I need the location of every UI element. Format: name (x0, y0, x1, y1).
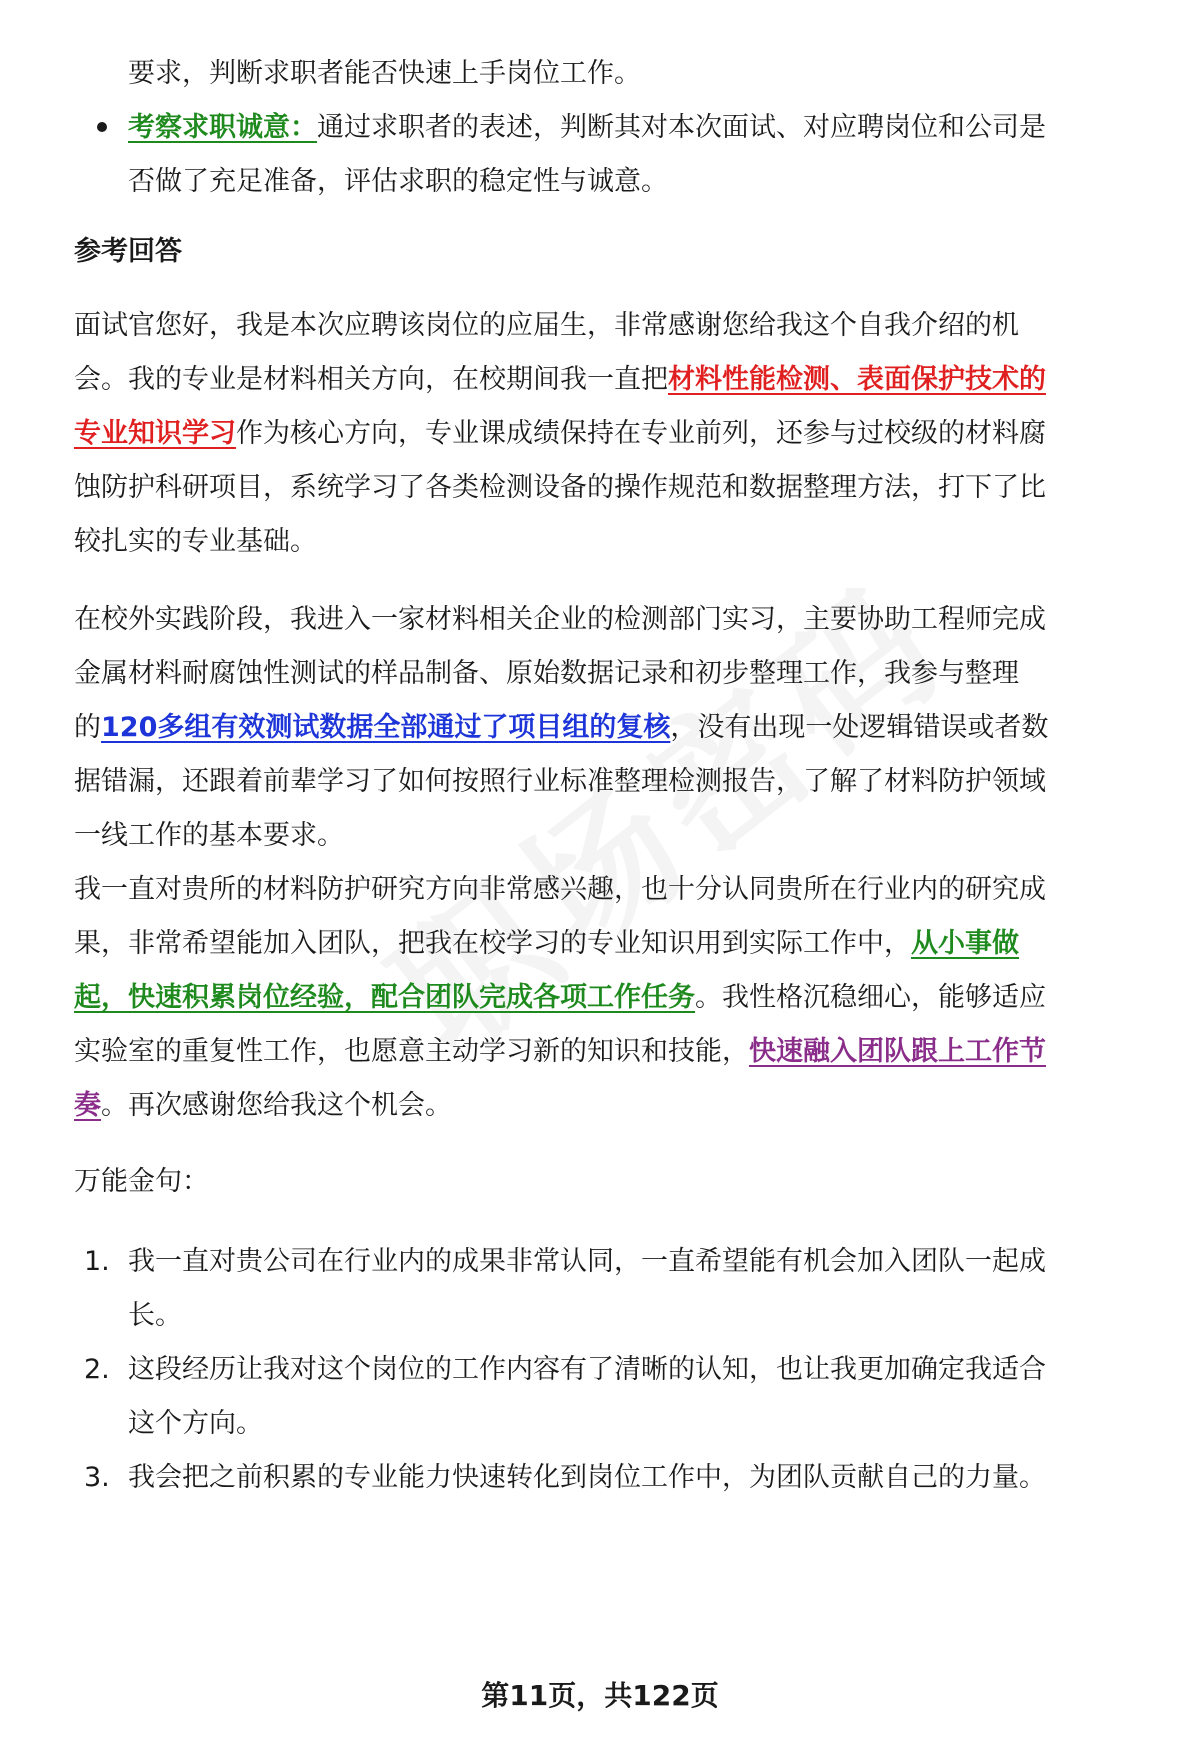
para3-text: 。我性格沉稳细心，能够适应 (695, 982, 1046, 1013)
para3-text: 。再次感谢您给我这个机会。 (101, 1090, 452, 1121)
highlight-red: 专业知识学习 (74, 418, 236, 449)
para1-text: 作为核心方向，专业课成绩保持在专业前列，还参与过校级的材料腐 (236, 418, 1046, 449)
para1-line-2 (74, 350, 1154, 410)
highlight-blue: 120多组有效测试数据全部通过了项目组的复核 (101, 712, 671, 743)
para1-line-1: 面试官您好，我是本次应聘该岗位的应届生，非常感谢您给我这个自我介绍的机 (74, 310, 1019, 341)
list-item-2-line-2: 这个方向。 (128, 1408, 263, 1439)
answer-heading: 参考回答 (74, 236, 182, 267)
para2-line-5: 一线工作的基本要求。 (74, 820, 344, 851)
para2-text: 的 (74, 712, 101, 743)
bullet-line-2: 否做了充足准备，评估求职的稳定性与诚意。 (128, 166, 668, 197)
list-number: 1. (84, 1246, 110, 1277)
para3-line-5 (74, 1076, 1154, 1136)
list-item-2-line-1: 这段经历让我对这个岗位的工作内容有了清晰的认知，也让我更加确定我适合 (128, 1354, 1046, 1385)
para1-line-3 (74, 404, 1154, 464)
bullet-dot (97, 122, 107, 132)
para2-text: ，没有出现一处逻辑错误或者数 (670, 712, 1049, 743)
golden-heading: 万能金句： (74, 1166, 209, 1197)
para3-line-4 (74, 1022, 1154, 1082)
bullet-label: 考察求职诚意： (128, 112, 317, 143)
para1-line-5: 较扎实的专业基础。 (74, 526, 317, 557)
para3-line-1: 我一直对贵所的材料防护研究方向非常感兴趣，也十分认同贵所在行业内的研究成 (74, 874, 1046, 905)
list-item-3-line-1: 我会把之前积累的专业能力快速转化到岗位工作中，为团队贡献自己的力量。 (128, 1462, 1046, 1493)
highlight-green: 从小事做 (911, 928, 1019, 959)
list-item-1-line-2: 长。 (128, 1300, 182, 1331)
highlight-red: 材料性能检测、表面保护技术的 (668, 364, 1046, 395)
para3-line-3 (74, 968, 1154, 1028)
para2-line-1: 在校外实践阶段，我进入一家材料相关企业的检测部门实习，主要协助工程师完成 (74, 604, 1046, 635)
list-item-1-line-1: 我一直对贵公司在行业内的成果非常认同，一直希望能有机会加入团队一起成 (128, 1246, 1046, 1277)
intro-line: 要求，判断求职者能否快速上手岗位工作。 (128, 58, 641, 89)
para2-line-2: 金属材料耐腐蚀性测试的样品制备、原始数据记录和初步整理工作，我参与整理 (74, 658, 1019, 689)
para2-line-4: 据错漏，还跟着前辈学习了如何按照行业标准整理检测报告，了解了材料防护领域 (74, 766, 1046, 797)
highlight-purple: 奏 (74, 1090, 101, 1121)
para3-text: 果，非常希望能加入团队，把我在校学习的专业知识用到实际工作中， (74, 928, 911, 959)
para3-line-2 (74, 914, 1154, 974)
highlight-purple: 快速融入团队跟上工作节 (749, 1036, 1046, 1067)
list-number: 3. (84, 1462, 110, 1493)
list-number: 2. (84, 1354, 110, 1385)
para3-text: 实验室的重复性工作，也愿意主动学习新的知识和技能， (74, 1036, 749, 1067)
page-footer: 第11页，共122页 (481, 1679, 719, 1712)
para2-line-3 (74, 698, 1154, 758)
highlight-green: 起，快速积累岗位经验，配合团队完成各项工作任务 (74, 982, 695, 1013)
bullet-line-1 (128, 98, 1156, 158)
para1-text: 会。我的专业是材料相关方向，在校期间我一直把 (74, 364, 668, 395)
para1-line-4: 蚀防护科研项目，系统学习了各类检测设备的操作规范和数据整理方法，打下了比 (74, 472, 1046, 503)
bullet-text-1: 通过求职者的表述，判断其对本次面试、对应聘岗位和公司是 (317, 112, 1046, 143)
